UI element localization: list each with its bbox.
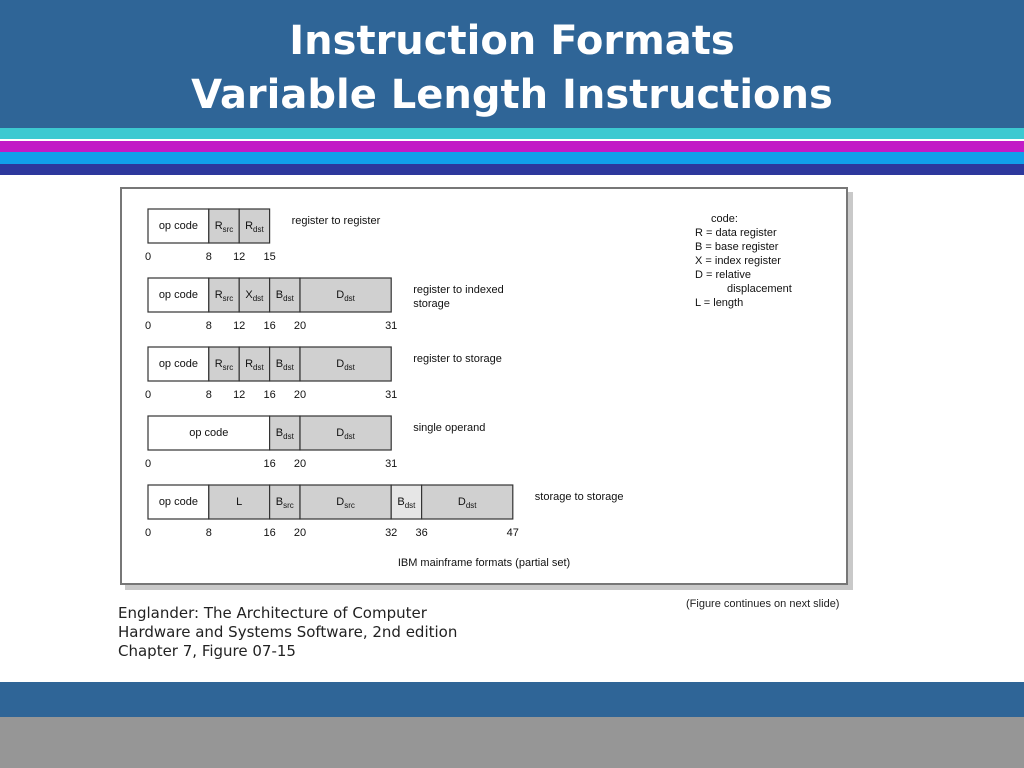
field-subscript: dst [344,432,355,441]
bit-position-label: 8 [205,389,212,401]
bit-position-label: 12 [233,251,246,263]
field-subscript: dst [253,363,264,372]
field-label: op code [158,496,198,508]
legend-entry: displacement [727,283,792,295]
bit-position-label: 15 [263,251,276,263]
stripe-sky [0,152,1024,164]
bit-position-label: 20 [293,458,307,470]
field-subscript: dst [344,294,355,303]
slide-title-line1: Instruction Formats [289,18,735,64]
bit-position-label: 8 [205,251,212,263]
bit-position-label: 12 [233,320,246,332]
bit-position-label: 0 [144,389,152,401]
format-diagram [122,189,846,583]
footer-bar [0,682,1024,717]
bit-position-label: 20 [293,527,307,539]
citation-line: Englander: The Architecture of Computer [118,604,427,622]
field-subscript: dst [283,294,294,303]
instruction-format-figure [120,187,848,585]
stripe-navy [0,164,1024,175]
continuation-note: (Figure continues on next slide) [686,598,840,610]
field-label: L [236,496,243,508]
field-label: $R_{src}$ [214,289,234,303]
format-label: storage [413,298,450,310]
bit-position-label: 16 [263,527,276,539]
field-label: op code [158,289,198,301]
format-row [145,416,485,470]
field-subscript: src [344,501,355,510]
field-label: $B_{dst}$ [275,427,294,441]
format-label: single operand [413,422,486,434]
bit-position-label: 20 [293,320,307,332]
bit-position-label: 31 [385,320,398,332]
field-subscript: src [222,225,234,234]
bit-position-label: 32 [385,527,398,539]
bit-position-label: 0 [144,527,152,539]
bit-position-label: 0 [144,251,152,263]
field-label: $B_{dst}$ [275,358,294,372]
figure-caption: IBM mainframe formats (partial set) [397,557,571,569]
field-subscript: dst [283,363,294,372]
field-subscript: dst [465,501,477,510]
field-label: $X_{dst}$ [245,289,264,303]
legend-entry: R = data register [695,227,777,239]
bit-position-label: 16 [263,458,276,470]
bit-position-label: 12 [233,389,246,401]
source-citation [118,604,457,661]
field-label: $D_{src}$ [336,496,355,510]
bit-position-label: 8 [205,320,212,332]
bit-position-label: 36 [415,527,428,539]
field-label: op code [158,220,198,232]
field-label: $B_{dst}$ [275,289,294,303]
bit-position-label: 16 [263,389,276,401]
stripe-cyan [0,128,1024,139]
legend-entry: L = length [695,297,744,309]
field-label: op code [158,358,198,370]
bit-position-label: 8 [205,527,212,539]
field-subscript: dst [344,363,355,372]
legend-entry: D = relative [695,269,751,281]
bit-position-label: 31 [385,458,398,470]
field-label: $R_{src}$ [214,220,234,234]
field-label: $D_{dst}$ [336,289,355,303]
format-row [145,278,504,332]
field-subscript: dst [404,501,416,510]
field-label: $D_{dst}$ [336,427,355,441]
legend [695,213,792,309]
field-label: $D_{dst}$ [336,358,355,372]
field-label: $R_{dst}$ [245,220,264,234]
bit-position-label: 31 [385,389,398,401]
bit-position-label: 47 [506,527,519,539]
slide-title-line2: Variable Length Instructions [191,72,833,118]
format-label: register to storage [413,353,502,365]
format-label: register to register [291,215,381,227]
field-subscript: src [222,294,234,303]
bit-position-label: 0 [144,458,152,470]
field-label: $B_{dst}$ [397,496,416,510]
field-subscript: src [222,363,234,372]
citation-line: Hardware and Systems Software, 2nd edition [118,623,458,641]
field-label: $D_{dst}$ [457,496,477,510]
field-label: $B_{src}$ [275,496,294,510]
title-bar [0,0,1024,128]
citation-line: Chapter 7, Figure 07-15 [118,642,296,660]
field-subscript: dst [252,294,264,303]
legend-entry: X = index register [695,255,781,267]
format-row [145,485,624,539]
stripe-magenta [0,141,1024,152]
field-label: $R_{src}$ [214,358,234,372]
field-label: op code [189,427,229,439]
format-row [145,347,502,401]
field-subscript: dst [283,432,294,441]
bit-position-label: 20 [293,389,307,401]
bit-position-label: 0 [144,320,152,332]
footer-gray-band [0,717,1024,768]
bit-position-label: 16 [263,320,276,332]
field-subscript: dst [253,225,264,234]
format-label: register to indexed [413,284,504,296]
format-label: storage to storage [534,491,624,503]
legend-heading: code: [711,213,738,225]
field-label: $R_{dst}$ [245,358,264,372]
legend-entry: B = base register [695,241,779,253]
format-row [145,209,381,263]
field-subscript: src [283,501,294,510]
